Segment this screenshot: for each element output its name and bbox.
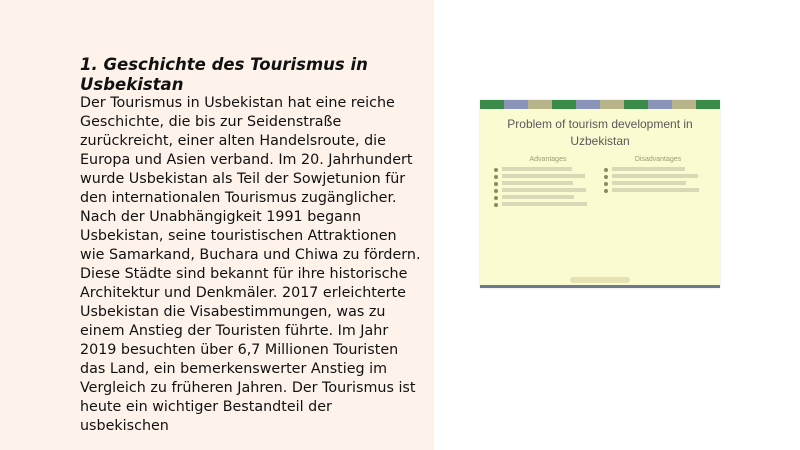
article-heading: 1. Geschichte des Tourismus in Usbekistan	[80, 55, 368, 94]
list-item	[494, 181, 602, 185]
list-item	[604, 188, 712, 192]
advantages-list	[494, 167, 602, 206]
slide-title: Problem of tourism development in Uzbekistan	[507, 117, 693, 148]
list-item	[604, 167, 712, 171]
border-segment	[504, 100, 528, 109]
border-segment	[576, 100, 600, 109]
border-segment	[480, 100, 504, 109]
border-segment	[552, 100, 576, 109]
footer-logo	[570, 277, 630, 283]
disadvantages-list	[604, 167, 712, 192]
border-segment	[528, 100, 552, 109]
border-segment	[648, 100, 672, 109]
advantages-column	[494, 156, 602, 209]
border-segment	[672, 100, 696, 109]
slide-bottom-border	[480, 285, 720, 288]
border-segment	[600, 100, 624, 109]
border-segment	[696, 100, 720, 109]
list-item	[494, 167, 602, 171]
list-item	[604, 174, 712, 178]
border-segment	[624, 100, 648, 109]
list-item	[494, 195, 602, 199]
disadvantages-column	[604, 156, 712, 195]
advantages-title: Advantages	[529, 156, 567, 163]
list-item	[494, 188, 602, 192]
disadvantages-title: Disadvantages	[634, 156, 682, 163]
slide-top-border	[480, 100, 720, 109]
list-item	[494, 202, 602, 206]
article-body: Der Tourismus in Usbekistan hat eine reiche Geschichte, die bis zur Seidenstraße zurückreicht, einer alten Handelsroute, die Europa und Asien verband. Im 20. Jahrhundert wurde Usbekistan als Teil der Sowjetunion für den internationalen Tourismus zugänglicher. Nach der Unabhängigkeit 1991 begann Usbekistan, seine touristischen Attraktionen wie Samarkand, Buchara und Chiwa zu fördern. Diese Städte sind bekannt für ihre historische Architektur und Denkmäler. 2017 erleichterte Usbekistan die Visabestimmungen, was zu einem Anstieg der Touristen führte. Im Jahr 2019 besuchten über 6,7 Millionen Touristen das Land, ein bemerkenswerter Anstieg im Vergleich zu früheren Jahren. Der Tourismus ist heute ein wichtiger Bestandteil der usbekischen	[80, 95, 421, 434]
list-item	[494, 174, 602, 178]
slide-image	[480, 100, 720, 288]
list-item	[604, 181, 712, 185]
